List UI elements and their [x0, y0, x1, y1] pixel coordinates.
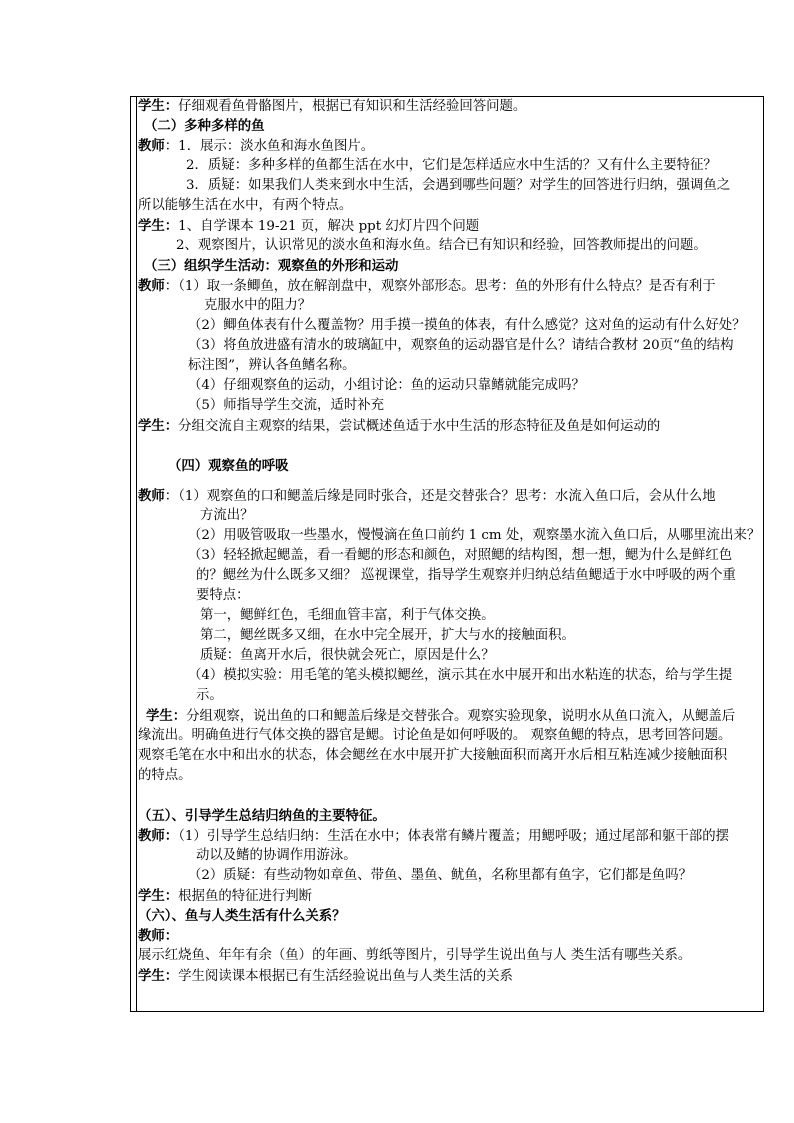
text-line: （4）仔细观察鱼的运动，小组讨论：鱼的运动只靠鳍就能完成吗？: [188, 378, 585, 393]
student-line: 学生：1、自学课本 19-21 页，解决 ppt 幻灯片四个问题: [138, 218, 480, 234]
text-line: 的特点。: [138, 768, 192, 783]
teacher-line: 教师：1．展示：淡水鱼和海水鱼图片。: [138, 138, 375, 154]
section-heading-3: （三）组织学生活动：观察鱼的外形和运动: [144, 258, 399, 274]
text-line: （3）轻轻掀起鳃盖，看一看鳃的形态和颜色，对照鳃的结构图，想一想，鳃为什么是鲜红色: [188, 548, 733, 563]
text-line: 质疑：鱼离开水后，很快就会死亡，原因是什么？: [200, 648, 495, 663]
text-line: 要特点：: [196, 588, 250, 603]
student-line: 学生：学生阅读课本根据已有生活经验说出鱼与人类生活的关系: [138, 968, 513, 984]
spacer: [138, 436, 760, 456]
text-line: 所以能够生活在水中，有两个特点。: [138, 198, 353, 213]
section-heading-5: （五）、引导学生总结归纳鱼的主要特征。: [138, 808, 386, 824]
text-line: （4）模拟实验：用毛笔的笔头模拟鳃丝，演示其在水中展开和出水粘连的状态，给与学生提: [188, 668, 733, 683]
text-line: 观察毛笔在水中和出水的状态，体会鳃丝在水中展开扩大接触面积而离开水后相互粘连减少接触面积: [138, 748, 728, 763]
text-line: 标注图”，辨认各鱼鳍名称。: [188, 358, 356, 373]
student-line: 学生：根据鱼的特征进行判断: [138, 888, 313, 904]
text-line: （2）鲫鱼体表有什么覆盖物？用手摸一摸鱼的体表，有什么感觉？这对鱼的运动有什么好处？: [188, 318, 746, 333]
spacer: [138, 786, 760, 806]
section-heading-2: （二）多种多样的鱼: [144, 118, 265, 134]
section-heading-4: （四）观察鱼的呼吸: [168, 458, 289, 474]
text-line: （3）将鱼放进盛有清水的玻璃缸中，观察鱼的运动器官是什么？请结合教材 20页“鱼的结构: [188, 338, 734, 353]
teacher-line: 教师：（1）引导学生总结归纳：生活在水中；体表常有鳞片覆盖；用鳃呼吸；通过尾部和躯干部的摆: [138, 828, 730, 844]
text-line: 的？鳃丝为什么既多又细？ 巡视课堂，指导学生观察并归纳总结鱼鳃适于水中呼吸的两个重: [196, 568, 736, 583]
teacher-line: 教师：（1）取一条鲫鱼，放在解剖盘中，观察外部形态。思考：鱼的外形有什么特点？是否有利于: [138, 278, 716, 294]
text-line: 3．质疑：如果我们人类来到水中生活，会遇到哪些问题？对学生的回答进行归纳，强调鱼之: [186, 178, 731, 193]
text-line: （5）师指导学生交流，适时补充: [188, 398, 384, 413]
text-line: 方流出？: [200, 508, 254, 523]
text-line: （2）质疑：有些动物如章鱼、带鱼、墨鱼、鱿鱼，名称里都有鱼字，它们都是鱼吗？: [188, 868, 692, 883]
text-line: 第一，鳃鲜红色，毛细血管丰富，利于气体交换。: [200, 608, 495, 623]
text-line: 展示红烧鱼、年年有余（鱼）的年画、剪纸等图片，引导学生说出鱼与人 类生活有哪些关系。: [138, 948, 692, 963]
section-heading-6: （六）、鱼与人类生活有什么关系？: [138, 908, 346, 924]
student-line: 学生：分组观察，说出鱼的口和鳃盖后缘是交替张合。观察实验现象，说明水从鱼口流入，从鳃盖后: [146, 708, 736, 724]
text-line: 缘流出。明确鱼进行气体交换的器官是鳃。讨论鱼是如何呼吸的。 观察鱼鳃的特点，思考回答问题。: [138, 728, 732, 743]
text-line: 第二，鳃丝既多又细，在水中完全展开，扩大与水的接触面积。: [200, 628, 575, 643]
teacher-line: 教师：（1）观察鱼的口和鳃盖后缘是同时张合，还是交替张合？思考：水流入鱼口后，会从什么地: [138, 488, 716, 504]
lesson-content: [138, 96, 760, 986]
table-left-cell: [131, 97, 137, 1011]
text-line: 2、观察图片，认识常见的淡水鱼和海水鱼。结合已有知识和经验，回答教师提出的问题。: [176, 238, 707, 253]
text-line: 动以及鳍的协调作用游泳。: [196, 848, 357, 863]
text-line: 示。: [196, 688, 223, 703]
student-line: 学生：分组交流自主观察的结果，尝试概述鱼适于水中生活的形态特征及鱼是如何运动的: [138, 418, 661, 434]
student-line: 学生：仔细观看鱼骨骼图片，根据已有知识和生活经验回答问题。: [138, 98, 527, 114]
text-line: 克服水中的阻力？: [204, 298, 312, 313]
teacher-label: 教师：: [138, 928, 179, 944]
spacer: [138, 476, 760, 486]
text-line: （2）用吸管吸取一些墨水，慢慢滴在鱼口前约 1 cm 处，观察墨水流入鱼口后，从哪里流出来？: [188, 528, 761, 543]
text-line: 2．质疑：多种多样的鱼都生活在水中，它们是怎样适应水中生活的？又有什么主要特征？: [186, 158, 717, 173]
